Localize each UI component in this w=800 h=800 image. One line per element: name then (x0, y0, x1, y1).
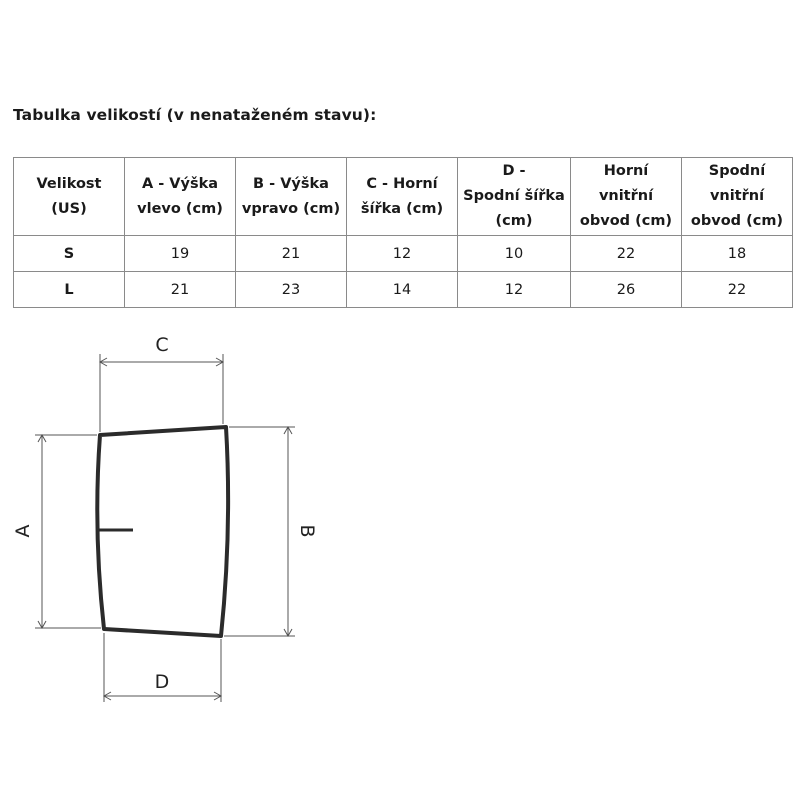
table-cell: 12 (347, 236, 458, 272)
col-header-bottom-inner-circumference: Spodní vnitřní obvod (cm) (682, 158, 793, 236)
table-cell: 26 (571, 272, 682, 308)
col-header-top-inner-circumference: Horní vnitřní obvod (cm) (571, 158, 682, 236)
table-cell-size: S (14, 236, 125, 272)
dimension-c (100, 354, 223, 432)
dimension-a (35, 435, 101, 628)
table-cell: 10 (458, 236, 571, 272)
col-header-size: Velikost (US) (14, 158, 125, 236)
dimension-label-d: D (154, 671, 170, 693)
table-row (14, 272, 793, 308)
col-header-d-bottom-width: D - Spodní šířka (cm) (458, 158, 571, 236)
table-cell: 21 (125, 272, 236, 308)
dimension-b (224, 427, 295, 636)
dimension-label-b: B (296, 524, 318, 538)
table-header-row (14, 158, 793, 236)
table-row (14, 236, 793, 272)
dimension-label-a: A (12, 524, 34, 538)
table-cell: 21 (236, 236, 347, 272)
col-header-c-top-width: C - Horní šířka (cm) (347, 158, 458, 236)
table-cell: 14 (347, 272, 458, 308)
table-cell: 22 (571, 236, 682, 272)
table-cell-size: L (14, 272, 125, 308)
table-cell: 22 (682, 272, 793, 308)
col-header-b-height-right: B - Výška vpravo (cm) (236, 158, 347, 236)
table-cell: 12 (458, 272, 571, 308)
size-table (13, 157, 793, 308)
table-cell: 23 (236, 272, 347, 308)
dimension-label-c: C (155, 334, 169, 356)
col-header-a-height-left: A - Výška vlevo (cm) (125, 158, 236, 236)
table-cell: 19 (125, 236, 236, 272)
page-title: Tabulka velikostí (v nenataženém stavu): (13, 106, 377, 124)
table-cell: 18 (682, 236, 793, 272)
measurement-diagram (0, 330, 340, 730)
